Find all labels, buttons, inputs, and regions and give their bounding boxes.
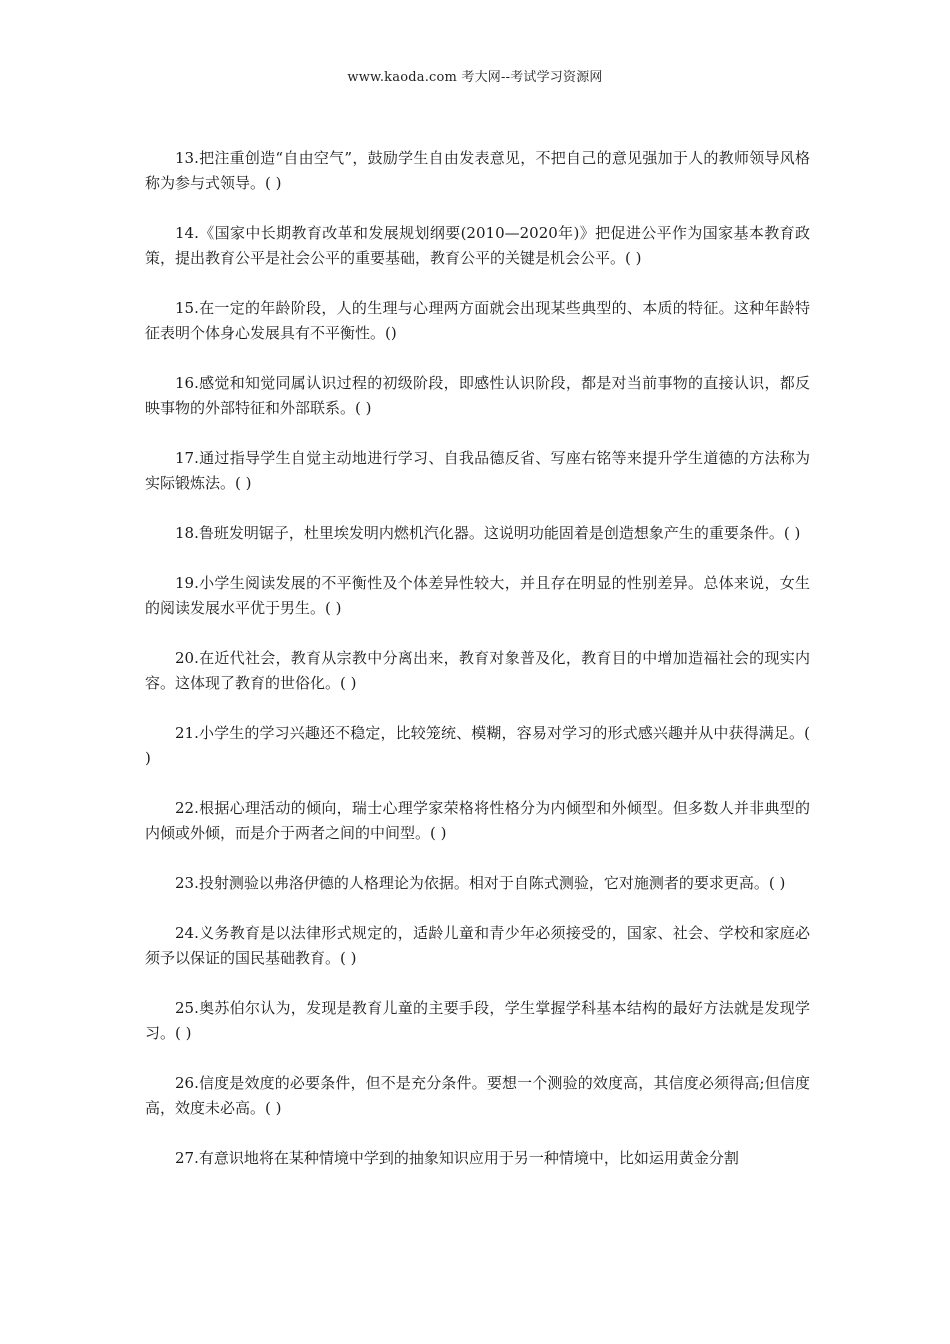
question-26: 26.信度是效度的必要条件，但不是充分条件。要想一个测验的效度高，其信度必须得高;但信度高，效度未必高。( ): [145, 1074, 810, 1117]
page-header: [0, 66, 950, 85]
question-18: 18.鲁班发明锯子，杜里埃发明内燃机汽化器。这说明功能固着是创造想象产生的重要条件。( ): [175, 524, 801, 542]
question-22: 22.根据心理活动的倾向，瑞士心理学家荣格将性格分为内倾型和外倾型。但多数人并非典型的内倾或外倾，而是介于两者之间的中间型。( ): [145, 799, 810, 842]
question-25: 25.奥苏伯尔认为，发现是教育儿童的主要手段，学生掌握学科基本结构的最好方法就是发现学习。( ): [145, 999, 810, 1042]
question-23: 23.投射测验以弗洛伊德的人格理论为依据。相对于自陈式测验，它对施测者的要求更高。( ): [175, 874, 786, 892]
question-list: [145, 146, 810, 1196]
question-15: 15.在一定的年龄阶段，人的生理与心理两方面就会出现某些典型的、本质的特征。这种年龄特征表明个体身心发展具有不平衡性。(): [145, 299, 810, 342]
question-14: 14.《国家中长期教育改革和发展规划纲要(2010—2020年)》把促进公平作为国家基本教育政策，提出教育公平是社会公平的重要基础，教育公平的关键是机会公平。( ): [145, 224, 810, 267]
question-27: 27.有意识地将在某种情境中学到的抽象知识应用于另一种情境中，比如运用黄金分割: [175, 1149, 739, 1167]
question-13: 13.把注重创造“自由空气”，鼓励学生自由发表意见，不把自己的意见强加于人的教师领导风格称为参与式领导。( ): [145, 149, 810, 192]
question-24: 24.义务教育是以法律形式规定的，适龄儿童和青少年必须接受的，国家、社会、学校和家庭必须予以保证的国民基础教育。( ): [145, 924, 810, 967]
question-20: 20.在近代社会，教育从宗教中分离出来，教育对象普及化，教育目的中增加造福社会的现实内容。这体现了教育的世俗化。( ): [145, 649, 810, 692]
question-19: 19.小学生阅读发展的不平衡性及个体差异性较大，并且存在明显的性别差异。总体来说，女生的阅读发展水平优于男生。( ): [145, 574, 810, 617]
site-title: www.kaoda.com 考大网--考试学习资源网: [347, 70, 603, 85]
question-21: 21.小学生的学习兴趣还不稳定，比较笼统、模糊，容易对学习的形式感兴趣并从中获得满足。( ): [145, 724, 810, 767]
question-16: 16.感觉和知觉同属认识过程的初级阶段，即感性认识阶段，都是对当前事物的直接认识，都反映事物的外部特征和外部联系。( ): [145, 374, 810, 417]
question-17: 17.通过指导学生自觉主动地进行学习、自我品德反省、写座右铭等来提升学生道德的方法称为实际锻炼法。( ): [145, 449, 810, 492]
